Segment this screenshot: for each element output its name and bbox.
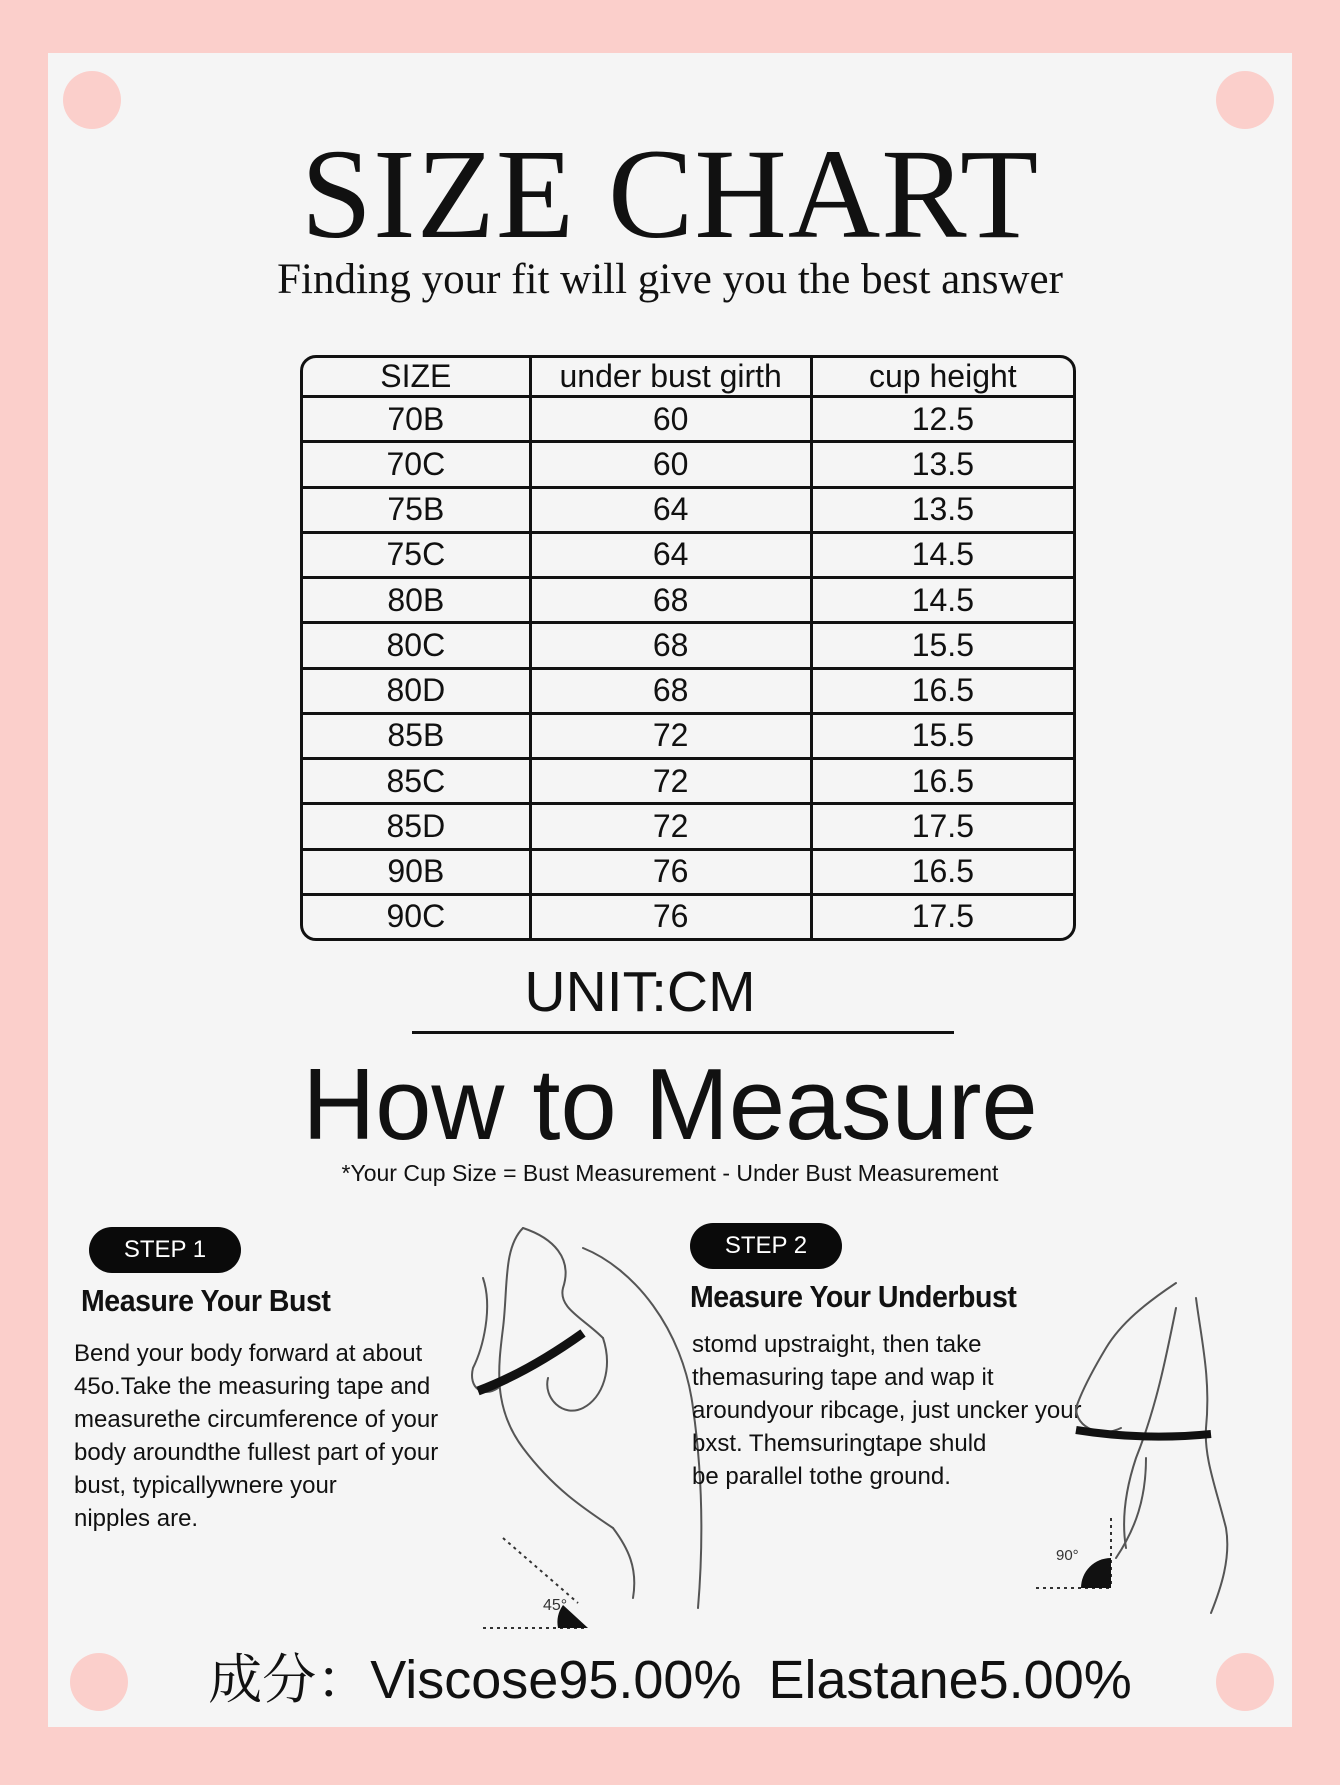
girth-cell: 72: [530, 804, 811, 849]
girth-cell: 64: [530, 487, 811, 532]
table-row: [303, 442, 1073, 487]
cup-height-cell: 16.5: [811, 849, 1073, 894]
table-row: [303, 397, 1073, 442]
step1-line: Bend your body forward at about: [74, 1340, 423, 1367]
girth-cell: 68: [530, 623, 811, 668]
size-chart-card: [48, 53, 1292, 1727]
step1-line: measurethe circumference of your: [74, 1406, 439, 1433]
size-cell: 75B: [303, 487, 530, 532]
table-row: [303, 668, 1073, 713]
table-row: [303, 578, 1073, 623]
step2-badge: STEP 2: [690, 1223, 842, 1269]
girth-cell: 76: [530, 849, 811, 894]
angle-45-label: 45°: [543, 1597, 568, 1614]
column-header: cup height: [811, 358, 1073, 397]
cup-height-cell: 17.5: [811, 894, 1073, 938]
girth-cell: 60: [530, 442, 811, 487]
girth-cell: 60: [530, 397, 811, 442]
cup-size-note: *Your Cup Size = Bust Measurement - Under Bust Measurement: [341, 1160, 999, 1186]
step2-heading: Measure Your Underbust: [690, 1279, 1017, 1314]
cup-height-cell: 15.5: [811, 713, 1073, 758]
table-row: [303, 894, 1073, 938]
girth-cell: 68: [530, 578, 811, 623]
step2-illustration: [1026, 1278, 1256, 1618]
step1-line: nipples are.: [74, 1505, 199, 1532]
size-cell: 80B: [303, 578, 530, 623]
step2-instructions: [692, 1331, 1082, 1496]
size-cell: 75C: [303, 532, 530, 577]
corner-dot: [63, 71, 121, 129]
table-row: [303, 804, 1073, 849]
cup-height-cell: 15.5: [811, 623, 1073, 668]
divider: [412, 1031, 954, 1034]
step2-line: themasuring tape and wap it: [692, 1364, 994, 1391]
fabric-composition: 成分：Viscose95.00% Elastane5.00%: [208, 1650, 1132, 1710]
size-cell: 85C: [303, 759, 530, 804]
size-cell: 85D: [303, 804, 530, 849]
girth-cell: 64: [530, 532, 811, 577]
girth-cell: 72: [530, 759, 811, 804]
cup-height-cell: 14.5: [811, 578, 1073, 623]
table-header-row: [303, 358, 1073, 397]
size-cell: 80C: [303, 623, 530, 668]
step1-line: 45o.Take the measuring tape and: [74, 1373, 431, 1400]
table-row: [303, 759, 1073, 804]
step1-line: body aroundthe fullest part of your: [74, 1439, 439, 1466]
size-cell: 70C: [303, 442, 530, 487]
step2-line: aroundyour ribcage, just uncker your: [692, 1397, 1082, 1424]
girth-cell: 72: [530, 713, 811, 758]
table-row: [303, 487, 1073, 532]
cup-height-cell: 13.5: [811, 487, 1073, 532]
page-subtitle: Finding your fit will give you the best answer: [277, 256, 1063, 303]
cup-height-cell: 14.5: [811, 532, 1073, 577]
step1-instructions: [74, 1340, 438, 1538]
table-row: [303, 849, 1073, 894]
column-header: under bust girth: [530, 358, 811, 397]
size-table: [300, 355, 1076, 941]
cup-height-cell: 16.5: [811, 668, 1073, 713]
size-cell: 90C: [303, 894, 530, 938]
step2-line: be parallel tothe ground.: [692, 1463, 951, 1490]
how-to-measure-title: How to Measure: [302, 1049, 1038, 1161]
column-header: SIZE: [303, 358, 530, 397]
table-row: [303, 623, 1073, 668]
step1-badge: STEP 1: [89, 1227, 241, 1273]
cup-height-cell: 13.5: [811, 442, 1073, 487]
page-title: SIZE CHART: [300, 123, 1040, 265]
cup-height-cell: 16.5: [811, 759, 1073, 804]
table-row: [303, 532, 1073, 577]
step2-line: stomd upstraight, then take: [692, 1331, 982, 1358]
step1-line: bust, typicallywnere your: [74, 1472, 337, 1499]
size-cell: 70B: [303, 397, 530, 442]
corner-dot: [1216, 71, 1274, 129]
unit-label: UNIT:CM: [524, 960, 756, 1024]
step1-heading: Measure Your Bust: [81, 1283, 331, 1318]
girth-cell: 76: [530, 894, 811, 938]
size-cell: 85B: [303, 713, 530, 758]
cup-height-cell: 12.5: [811, 397, 1073, 442]
step2-line: bxst. Themsuringtape shuld: [692, 1430, 987, 1457]
girth-cell: 68: [530, 668, 811, 713]
size-cell: 90B: [303, 849, 530, 894]
cup-height-cell: 17.5: [811, 804, 1073, 849]
size-cell: 80D: [303, 668, 530, 713]
angle-90-label: 90°: [1056, 1547, 1079, 1564]
table-row: [303, 713, 1073, 758]
